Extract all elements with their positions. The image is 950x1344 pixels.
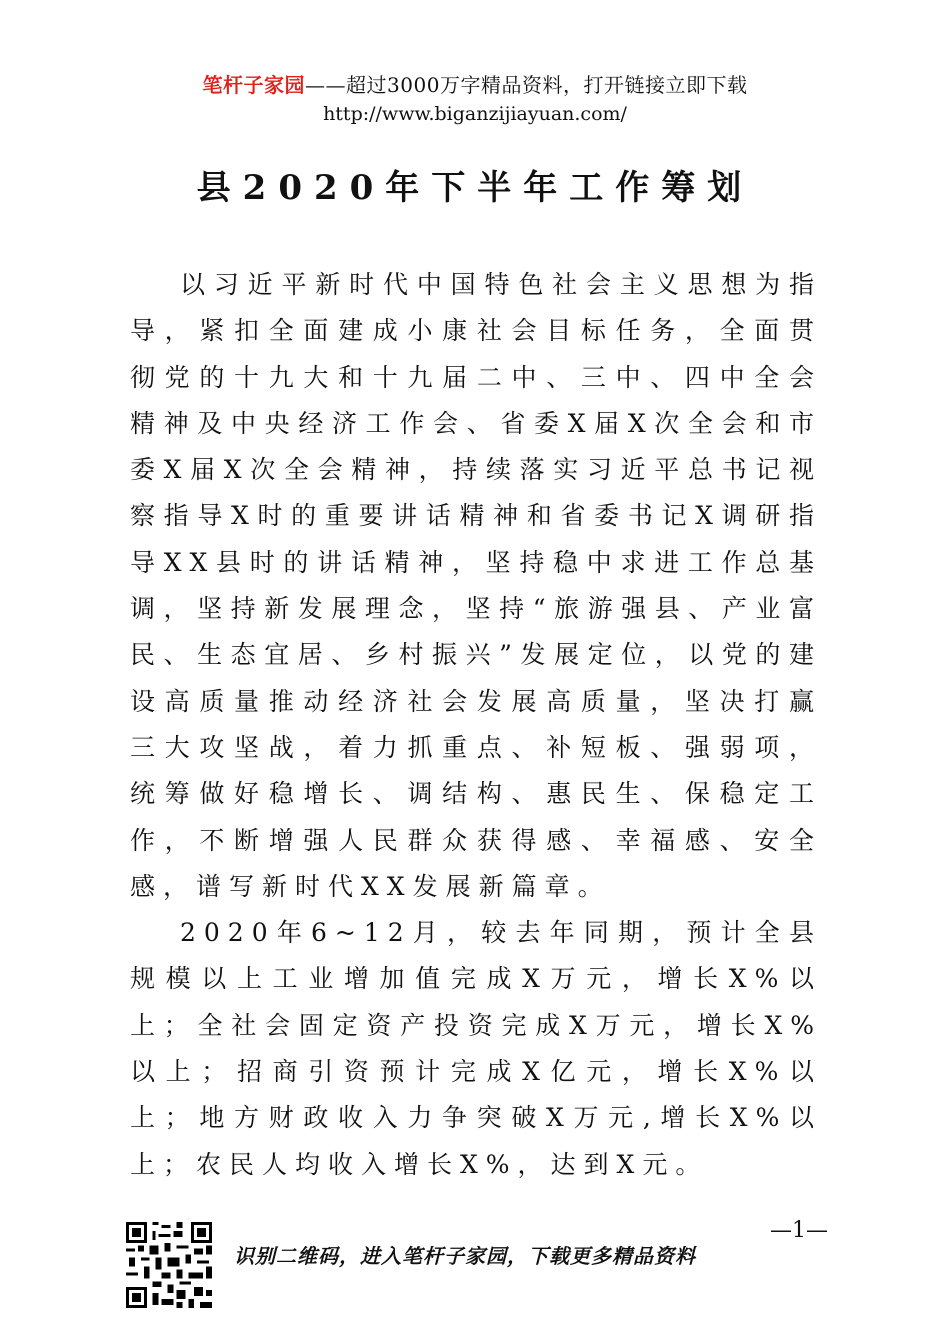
qr-code-icon[interactable] xyxy=(124,1222,214,1308)
header-banner xyxy=(0,70,950,100)
header-tagline: ——超过3000万字精品资料，打开链接立即下载 xyxy=(305,73,748,97)
brand-name[interactable]: 笔杆子家园 xyxy=(202,73,306,97)
paragraph-1: 以习近平新时代中国特色社会主义思想为指导，紧扣全面建成小康社会目标任务，全面贯彻党的十九大和十九届二中、三中、四中全会精神及中央经济工作会、省委X届X次全会和市委X届X次全会精神，持续落实习近平总书记视察指导X时的重要讲话精神和省委书记X调研指导XX县时的讲话精神，坚持稳中求进工作总基调，坚持新发展理念，坚持“旅游强县、产业富民、生态宜居、乡村振兴”发展定位，以党的建设高质量推动经济社会发展高质量，坚决打赢三大攻坚战，着力抓重点、补短板、强弱项，统筹做好稳增长、调结构、惠民生、保稳定工作，不断增强人民群众获得感、幸福感、安全感，谱写新时代XX发展新篇章。 xyxy=(130,270,822,901)
footer-promo-text: 识别二维码，进入笔杆子家园，下载更多精品资料 xyxy=(234,1244,696,1268)
page-number: —1— xyxy=(770,1218,828,1243)
document-body xyxy=(130,262,822,1188)
paragraph-2: 2020年6~12月，较去年同期，预计全县规模以上工业增加值完成X万元，增长X%以上；全社会固定资产投资完成X万元，增长X%以上；招商引资预计完成X亿元，增长X%以上；地方财政收入力争突破X万元,增长X%以上；农民人均收入增长X%，达到X元。 xyxy=(130,918,822,1179)
page-header xyxy=(0,70,950,128)
document-title: 县2020年下半年工作筹划 xyxy=(196,168,754,208)
header-url-link[interactable]: http://www.biganzijiayuan.com/ xyxy=(323,103,627,125)
